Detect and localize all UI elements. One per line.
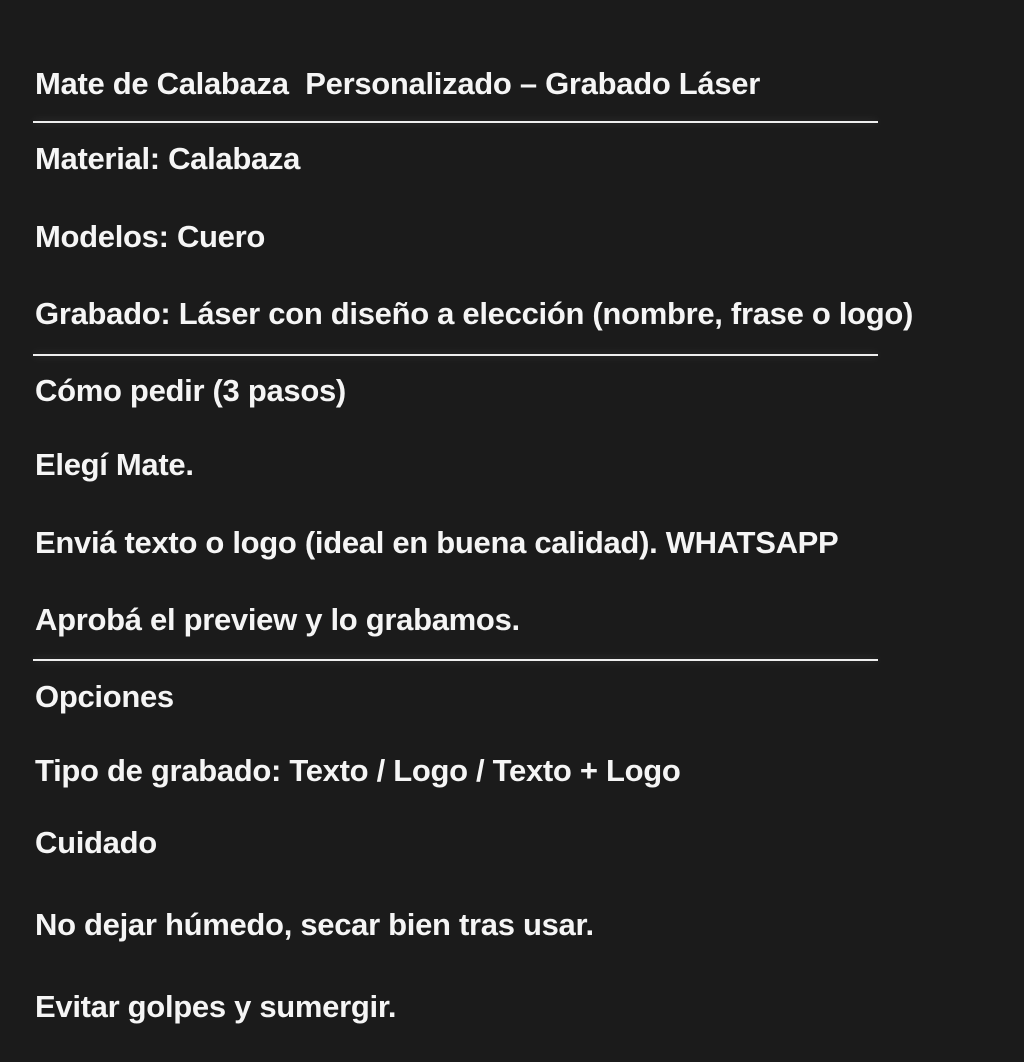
divider [33,354,878,356]
care-heading: Cuidado [35,825,157,860]
order-step-1: Elegí Mate. [35,447,194,482]
divider [33,659,878,661]
spec-models: Modelos: Cuero [35,219,266,254]
options-heading: Opciones [35,679,174,714]
spec-material: Material: Calabaza [35,141,301,176]
how-to-order-heading: Cómo pedir (3 pasos) [35,373,346,408]
divider [33,121,878,123]
care-tip-1: No dejar húmedo, secar bien tras usar. [35,907,594,942]
order-step-2: Enviá texto o logo (ideal en buena calidad). WHATSAPP [35,525,839,560]
product-title: Mate de Calabaza Personalizado – Grabado Láser [35,66,760,101]
order-step-3: Aprobá el preview y lo grabamos. [35,602,520,637]
care-tip-2: Evitar golpes y sumergir. [35,989,397,1024]
spec-engraving: Grabado: Láser con diseño a elección (nombre, frase o logo) [35,296,914,331]
option-engraving-type: Tipo de grabado: Texto / Logo / Texto + Logo [35,753,681,788]
